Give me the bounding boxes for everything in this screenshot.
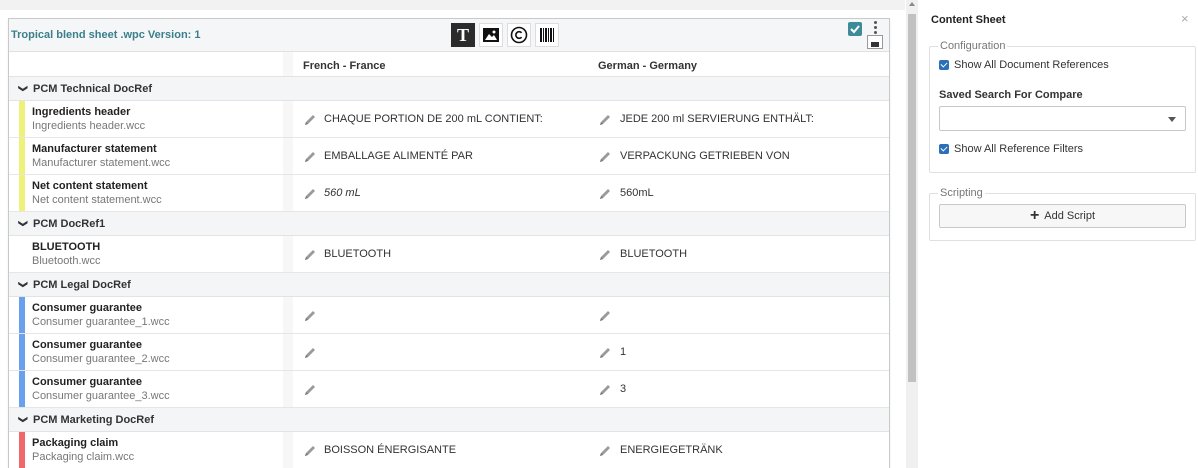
chevron-down-icon[interactable]: ❯ bbox=[18, 219, 29, 228]
row-gutter bbox=[283, 175, 293, 211]
edit-pencil-icon[interactable] bbox=[598, 150, 612, 164]
edit-pencil-icon[interactable] bbox=[598, 187, 612, 201]
edit-pencil-icon[interactable] bbox=[598, 346, 612, 360]
image-icon bbox=[483, 28, 499, 42]
row-name: Packaging claim bbox=[32, 437, 119, 449]
column-header-german: German - Germany bbox=[598, 60, 698, 72]
row-gutter bbox=[283, 297, 293, 333]
row-name: Net content statement bbox=[32, 180, 148, 192]
color-tag-bar bbox=[19, 101, 25, 137]
edit-pencil-icon[interactable] bbox=[303, 248, 317, 262]
text-type-button[interactable] bbox=[451, 23, 475, 47]
row-name: Consumer guarantee bbox=[32, 376, 143, 388]
edit-pencil-icon[interactable] bbox=[303, 444, 317, 458]
group-row[interactable] bbox=[9, 273, 889, 297]
edit-pencil-icon[interactable] bbox=[598, 444, 612, 458]
value-german: 560mL bbox=[620, 187, 654, 199]
group-title: PCM Technical DocRef bbox=[33, 83, 152, 95]
group-title: PCM Legal DocRef bbox=[33, 279, 131, 291]
row-filename: Consumer guarantee_3.wcc bbox=[32, 390, 170, 402]
chevron-down-icon[interactable]: ❯ bbox=[18, 84, 29, 93]
copyright-icon bbox=[510, 26, 528, 44]
saved-search-select[interactable] bbox=[939, 106, 1186, 131]
row-gutter bbox=[283, 138, 293, 174]
scripting-legend: Scripting bbox=[940, 187, 983, 199]
row-gutter bbox=[283, 432, 293, 468]
edit-pencil-icon[interactable] bbox=[598, 383, 612, 397]
color-tag-bar bbox=[19, 138, 25, 174]
value-german: 1 bbox=[620, 346, 627, 358]
content-type-toolbar bbox=[451, 23, 559, 47]
row-name: Consumer guarantee bbox=[32, 339, 143, 351]
column-header-french: French - France bbox=[303, 60, 386, 72]
table-row bbox=[9, 236, 889, 273]
content-sheet-panel bbox=[918, 0, 1198, 468]
group-title: PCM DocRef1 bbox=[33, 218, 106, 230]
value-french: BLUETOOTH bbox=[324, 248, 392, 260]
row-name: BLUETOOTH bbox=[32, 241, 101, 253]
value-french: CHAQUE PORTION DE 200 mL CONTIENT: bbox=[324, 113, 543, 125]
text-type-icon: T bbox=[456, 24, 469, 45]
saved-search-label: Saved Search For Compare bbox=[939, 89, 1083, 101]
value-french: BOISSON ÉNERGISANTE bbox=[324, 444, 457, 456]
check-icon bbox=[848, 22, 862, 36]
row-filename: Manufacturer statement.wcc bbox=[32, 157, 171, 169]
chevron-down-icon[interactable]: ❯ bbox=[18, 280, 29, 289]
show-all-doc-refs-toggle[interactable] bbox=[939, 59, 1109, 71]
table-row bbox=[9, 175, 889, 212]
color-tag-bar bbox=[19, 297, 25, 333]
row-name: Consumer guarantee bbox=[32, 302, 143, 314]
scroll-up-icon[interactable] bbox=[909, 2, 915, 6]
column-gutter bbox=[283, 52, 293, 76]
top-bar-strip bbox=[0, 0, 905, 10]
group-title: PCM Marketing DocRef bbox=[33, 414, 155, 426]
barcode-icon bbox=[539, 27, 555, 43]
close-icon[interactable]: × bbox=[1181, 11, 1189, 26]
more-options-icon[interactable] bbox=[874, 21, 878, 36]
table-row bbox=[9, 432, 889, 468]
edit-pencil-icon[interactable] bbox=[598, 309, 612, 323]
group-row[interactable] bbox=[9, 77, 889, 101]
main-scrollbar[interactable] bbox=[906, 0, 918, 468]
row-filename: Packaging claim.wcc bbox=[32, 451, 135, 463]
row-filename: Ingredients header.wcc bbox=[32, 120, 146, 132]
color-tag-bar bbox=[19, 334, 25, 370]
row-gutter bbox=[283, 101, 293, 137]
scrollbar-thumb[interactable] bbox=[908, 14, 916, 382]
color-tag-bar bbox=[19, 175, 25, 211]
row-name: Ingredients header bbox=[32, 106, 131, 118]
group-row[interactable] bbox=[9, 408, 889, 432]
color-tag-bar bbox=[19, 432, 25, 468]
barcode-type-button[interactable] bbox=[535, 23, 559, 47]
sheet-header bbox=[9, 19, 889, 52]
show-all-ref-filters-toggle[interactable] bbox=[939, 143, 1083, 155]
value-german: BLUETOOTH bbox=[620, 248, 688, 260]
row-filename: Consumer guarantee_2.wcc bbox=[32, 353, 170, 365]
copyright-type-button[interactable] bbox=[507, 23, 531, 47]
edit-pencil-icon[interactable] bbox=[303, 309, 317, 323]
table-row bbox=[9, 101, 889, 138]
table-row bbox=[9, 334, 889, 371]
show-all-ref-filters-checkbox[interactable] bbox=[939, 144, 949, 154]
edit-pencil-icon[interactable] bbox=[598, 113, 612, 127]
edit-pencil-icon[interactable] bbox=[598, 248, 612, 262]
value-german: ENERGIEGETRÄNK bbox=[620, 444, 723, 456]
value-french: EMBALLAGE ALIMENTÉ PAR bbox=[324, 150, 473, 162]
save-icon[interactable] bbox=[867, 35, 883, 49]
sheet-title: Tropical blend sheet .wpc Version: 1 bbox=[11, 29, 201, 41]
show-all-ref-filters-label: Show All Reference Filters bbox=[954, 143, 1083, 155]
chevron-down-icon bbox=[1168, 117, 1176, 122]
table-row bbox=[9, 371, 889, 408]
color-tag-bar bbox=[19, 371, 25, 407]
scripting-fieldset bbox=[929, 187, 1196, 241]
row-gutter bbox=[283, 236, 293, 272]
edit-pencil-icon[interactable] bbox=[303, 346, 317, 360]
add-script-button[interactable] bbox=[939, 204, 1186, 228]
edit-pencil-icon[interactable] bbox=[303, 113, 317, 127]
sheet-rows bbox=[9, 77, 889, 468]
column-header-row bbox=[9, 52, 889, 77]
row-name: Manufacturer statement bbox=[32, 143, 157, 155]
content-sheet-card bbox=[8, 18, 890, 468]
edit-pencil-icon[interactable] bbox=[303, 383, 317, 397]
value-french: 560 mL bbox=[324, 187, 361, 199]
row-gutter bbox=[283, 371, 293, 407]
group-row[interactable] bbox=[9, 212, 889, 236]
edit-pencil-icon[interactable] bbox=[303, 187, 317, 201]
panel-title: Content Sheet bbox=[931, 14, 1006, 26]
chevron-down-icon[interactable]: ❯ bbox=[18, 415, 29, 424]
add-script-label: Add Script bbox=[1044, 210, 1096, 222]
configuration-fieldset bbox=[929, 40, 1196, 173]
value-german: 3 bbox=[620, 383, 627, 395]
row-filename: Consumer guarantee_1.wcc bbox=[32, 316, 170, 328]
configuration-legend: Configuration bbox=[940, 40, 1006, 52]
show-all-doc-refs-label: Show All Document References bbox=[954, 59, 1109, 71]
show-all-doc-refs-checkbox[interactable] bbox=[939, 60, 949, 70]
row-filename: Net content statement.wcc bbox=[32, 194, 162, 206]
table-row bbox=[9, 297, 889, 334]
select-all-checkbox[interactable] bbox=[848, 22, 862, 36]
plus-icon: + bbox=[1029, 207, 1040, 224]
value-german: VERPACKUNG GETRIEBEN VON bbox=[620, 150, 790, 162]
value-german: JEDE 200 ml SERVIERUNG ENTHÄLT: bbox=[620, 113, 814, 125]
edit-pencil-icon[interactable] bbox=[303, 150, 317, 164]
image-type-button[interactable] bbox=[479, 23, 503, 47]
row-filename: Bluetooth.wcc bbox=[32, 255, 101, 267]
row-gutter bbox=[283, 334, 293, 370]
table-row bbox=[9, 138, 889, 175]
